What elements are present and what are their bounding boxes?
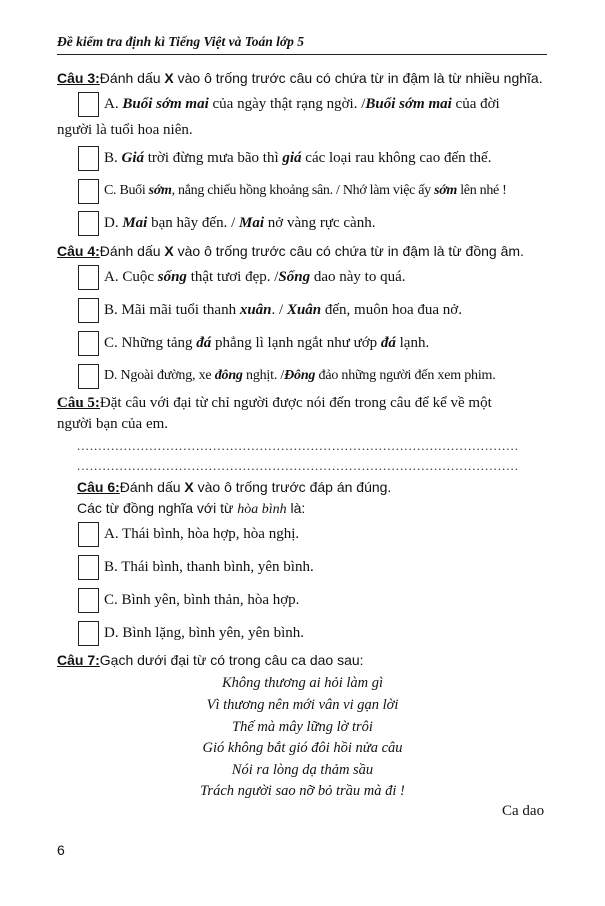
q4-label: Câu 4: xyxy=(57,243,100,259)
q6-checkbox-c[interactable] xyxy=(78,588,99,613)
q6-option-b: B. Thái bình, thanh bình, yên bình. xyxy=(104,559,314,575)
q6-checkbox-a[interactable] xyxy=(78,522,99,547)
q4-option-c: C. Những tảng đá phẳng lì lạnh ngắt như ướp đá lạnh. xyxy=(104,335,430,351)
poem-line: Nói ra lòng dạ thảm sầu xyxy=(231,762,374,778)
q3-checkbox-a[interactable] xyxy=(78,92,99,117)
q3-checkbox-b[interactable] xyxy=(78,146,99,171)
q5-prompt: Câu 5:Đặt câu với đại từ chỉ người được nói đến trong câu để kể về một xyxy=(57,395,492,411)
q6-option-d: D. Bình lặng, bình yên, yên bình. xyxy=(104,625,304,641)
q5-prompt-continued: người bạn của em. xyxy=(57,416,169,432)
poem-line: Gió không bắt gió đôi hồi nửa câu xyxy=(202,740,403,756)
q6-option-a: A. Thái bình, hòa hợp, hòa nghị. xyxy=(104,526,300,542)
q6-prompt: Câu 6:Đánh dấu X vào ô trống trước đáp án đúng. xyxy=(77,479,392,495)
q3-option-a: A. Buổi sớm mai của ngày thật rạng ngời. /Buổi sớm mai của đời xyxy=(104,96,500,112)
q6-subprompt: Các từ đồng nghĩa với từ hòa bình là: xyxy=(77,500,306,517)
q3-prompt: Câu 3:Đánh dấu X vào ô trống trước câu có chứa từ in đậm là từ nhiều nghĩa. xyxy=(57,70,543,86)
q5-answer-line-2[interactable]: ........................................................................................................ xyxy=(77,458,519,473)
q7-label: Câu 7: xyxy=(57,652,100,668)
q6-checkbox-b[interactable] xyxy=(78,555,99,580)
q4-checkbox-c[interactable] xyxy=(78,331,99,356)
page-number: 6 xyxy=(57,842,65,858)
q6-label: Câu 6: xyxy=(77,479,120,495)
q3-option-d: D. Mai bạn hãy đến. / Mai nở vàng rực cành. xyxy=(104,215,376,231)
poem-line: Vì thương nên mới vân vi gạn lời xyxy=(206,697,399,713)
q5-answer-line-1[interactable]: ........................................................................................................ xyxy=(77,438,519,453)
q4-checkbox-d[interactable] xyxy=(78,364,99,389)
q3-option-b: B. Giá trời đừng mưa bão thì giá các loại rau không cao đến thế. xyxy=(104,150,492,166)
q3-label: Câu 3: xyxy=(57,70,100,86)
q4-option-b: B. Mãi mãi tuổi thanh xuân. / Xuân đến, muôn hoa đua nở. xyxy=(104,302,462,318)
q4-prompt: Câu 4:Đánh dấu X vào ô trống trước câu có chứa từ in đậm là từ đồng âm. xyxy=(57,243,524,259)
q4-option-a: A. Cuộc sống thật tươi đẹp. /Sống dao này to quá. xyxy=(104,269,406,285)
poem-source: Ca dao xyxy=(502,803,545,819)
q4-checkbox-b[interactable] xyxy=(78,298,99,323)
page-header: Đề kiểm tra định kì Tiếng Việt và Toán lớp 5 xyxy=(57,34,547,55)
q6-option-c: C. Bình yên, bình thản, hòa hợp. xyxy=(104,592,300,608)
q6-checkbox-d[interactable] xyxy=(78,621,99,646)
q3-checkbox-c[interactable] xyxy=(78,179,99,204)
poem-line: Không thương ai hỏi làm gì xyxy=(221,675,384,691)
q7-prompt: Câu 7:Gạch dưới đại từ có trong câu ca dao sau: xyxy=(57,652,364,668)
q3-option-a-continued: người là tuổi hoa niên. xyxy=(57,122,193,138)
poem-line: Thế mà mây lững lờ trôi xyxy=(232,719,373,735)
q4-checkbox-a[interactable] xyxy=(78,265,99,290)
q3-option-c: C. Buổi sớm, nắng chiếu hồng khoảng sân. / Nhớ làm việc ấy sớm lên nhé ! xyxy=(104,183,507,198)
poem-line: Trách người sao nỡ bỏ trầu mà đi ! xyxy=(200,783,405,799)
q3-checkbox-d[interactable] xyxy=(78,211,99,236)
q4-option-d: D. Ngoài đường, xe đông nghịt. /Đông đảo những người đến xem phim. xyxy=(104,368,496,383)
q5-label: Câu 5: xyxy=(57,395,100,411)
